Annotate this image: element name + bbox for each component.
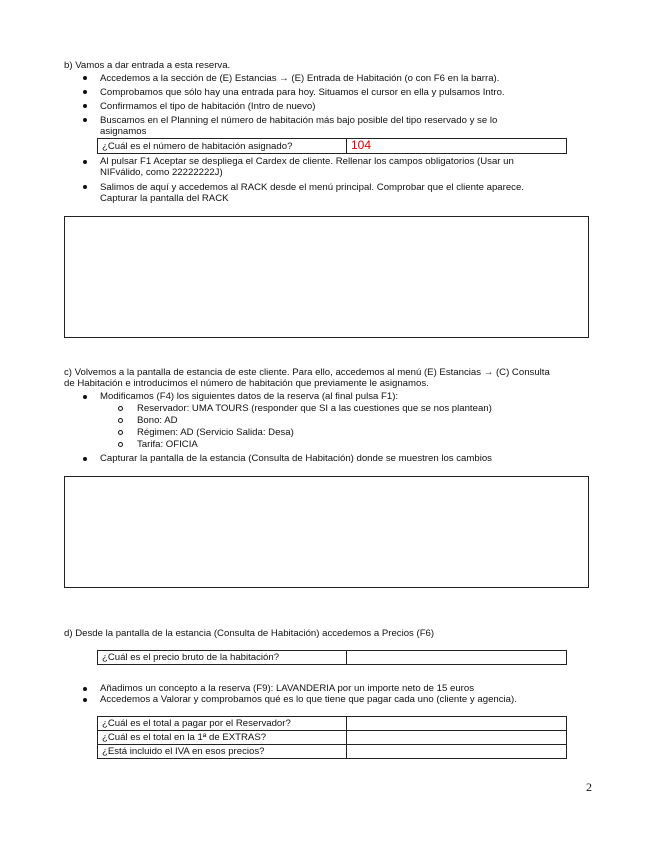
bullet <box>83 185 87 189</box>
sub-bullet <box>118 442 123 447</box>
valuation-table <box>97 716 567 759</box>
bullet <box>83 457 87 461</box>
section-c-heading-1: c) Volvemos a la pantalla de estancia de este cliente. Para ello, accedemos al menú (E) Estancias → (C) Consulta <box>64 367 550 378</box>
bullet <box>83 395 87 399</box>
section-b-bullet-3: Confirmamos el tipo de habitación (Intro de nuevo) <box>100 101 316 112</box>
sub-bullet <box>118 406 123 411</box>
rack-capture-box[interactable] <box>64 216 589 338</box>
price-answer[interactable] <box>347 651 567 665</box>
section-c-subitem-1: Reservador: UMA TOURS (responder que SI a las cuestiones que se nos plantean) <box>137 403 492 414</box>
bullet <box>83 118 87 122</box>
page-number: 2 <box>586 780 592 794</box>
section-c-bullet-1: Modificamos (F4) los siguientes datos de la reserva (al final pulsa F1): <box>100 391 399 402</box>
room-number-value: 104 <box>351 138 372 152</box>
room-number-question: ¿Cuál es el número de habitación asignado? <box>98 139 347 154</box>
bullet <box>83 687 87 691</box>
bullet <box>83 104 87 108</box>
section-d-heading: d) Desde la pantalla de la estancia (Consulta de Habitación) accedemos a Precios (F6) <box>64 628 435 639</box>
section-c-bullet-2: Capturar la pantalla de la estancia (Consulta de Habitación) donde se muestren los cambios <box>100 453 492 464</box>
sub-bullet <box>118 430 123 435</box>
valuation-answer-2[interactable] <box>347 731 567 745</box>
sub-bullet <box>118 418 123 423</box>
bullet <box>83 76 87 80</box>
bullet <box>83 698 87 702</box>
section-c-subitem-4: Tarifa: OFICIA <box>137 439 198 450</box>
section-b-bullet-5: Al pulsar F1 Aceptar se despliega el Cardex de cliente. Rellenar los campos obligatorios (Usar un <box>100 156 514 167</box>
price-table <box>97 650 567 665</box>
section-c-heading-2: de Habitación e introducimos el número de habitación que previamente le asignamos. <box>64 378 429 389</box>
valuation-answer-1[interactable] <box>347 717 567 731</box>
section-b-bullet-6-cont: Capturar la pantalla del RACK <box>100 193 229 204</box>
valuation-question-1: ¿Cuál es el total a pagar por el Reservador? <box>98 717 347 731</box>
section-b-heading: b) Vamos a dar entrada a esta reserva. <box>64 60 231 71</box>
section-b-bullet-5-cont: NIFválido, como 22222222J) <box>100 167 223 178</box>
section-b-bullet-4: Buscamos en el Planning el número de habitación más bajo posible del tipo reservado y se lo <box>100 115 498 126</box>
bullet <box>83 90 87 94</box>
section-c-subitem-2: Bono: AD <box>137 415 178 426</box>
valuation-question-3: ¿Está incluido el IVA en esos precios? <box>98 745 347 759</box>
valuation-answer-3[interactable] <box>347 745 567 759</box>
price-question: ¿Cuál es el precio bruto de la habitación? <box>98 651 347 665</box>
section-d-bullet-2: Accedemos a Valorar y comprobamos qué es lo que tiene que pagar cada uno (cliente y agencia). <box>100 694 517 705</box>
bullet <box>83 160 87 164</box>
stay-capture-box[interactable] <box>64 476 589 588</box>
section-b-bullet-6: Salimos de aquí y accedemos al RACK desde el menú principal. Comprobar que el cliente aparece. <box>100 182 524 193</box>
room-number-answer[interactable] <box>347 139 567 154</box>
section-c-subitem-3: Régimen: AD (Servicio Salida: Desa) <box>137 427 294 438</box>
room-number-table <box>97 138 567 154</box>
section-d-bullet-1: Añadimos un concepto a la reserva (F9): LAVANDERIA por un importe neto de 15 euros <box>100 683 474 694</box>
section-b-bullet-2: Comprobamos que sólo hay una entrada para hoy. Situamos el cursor en ella y pulsamos Intro. <box>100 87 505 98</box>
section-b-bullet-4-cont: asignamos <box>100 126 147 137</box>
section-b-bullet-1: Accedemos a la sección de (E) Estancias → (E) Entrada de Habitación (o con F6 en la barra). <box>100 73 500 84</box>
valuation-question-2: ¿Cuál es el total en la 1ª de EXTRAS? <box>98 731 347 745</box>
